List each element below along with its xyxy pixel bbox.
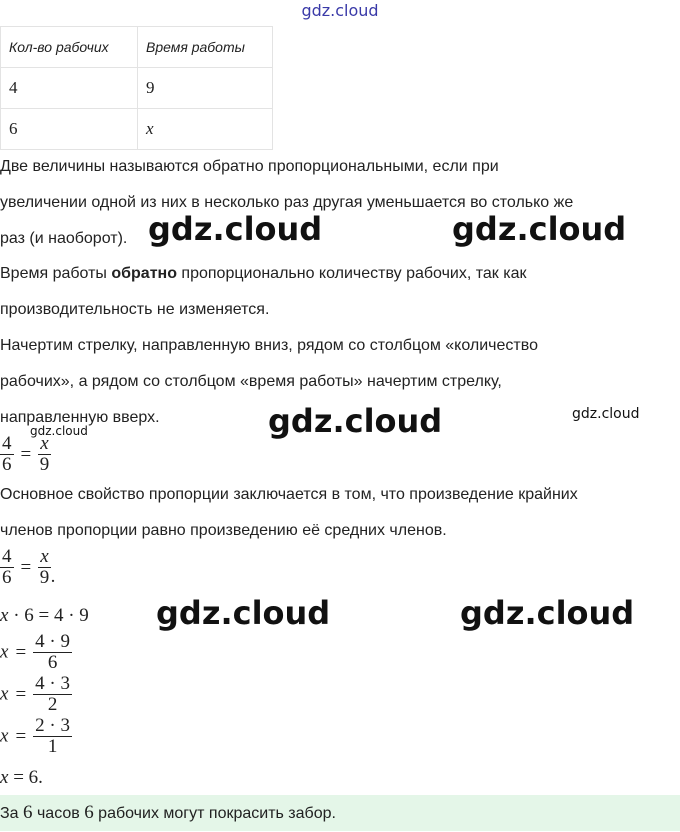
denominator: 9 [39, 454, 50, 475]
definition-line-2: увеличении одной из них в несколько раз другая уменьшается во столько же [0, 194, 574, 211]
numerator: 4 · 3 [35, 673, 70, 694]
time-line-2: производительность не изменяется. [0, 301, 270, 318]
watermark: gdz.cloud [268, 402, 443, 440]
arrow-line-3: направленную вверх. [0, 409, 160, 426]
answer-banner [0, 795, 680, 831]
answer-text: рабочих могут покрасить забор. [93, 805, 336, 822]
watermark-top: gdz.cloud [301, 1, 379, 20]
watermark: gdz.cloud [460, 594, 635, 632]
numerator: 2 · 3 [35, 715, 70, 736]
time-text: пропорционально количеству рабочих, так как [176, 265, 527, 282]
fraction [33, 716, 72, 757]
arrow-line-2: рабочих», а рядом со столбцом «время работы» начертим стрелку, [0, 373, 502, 390]
numerator: x [40, 433, 49, 454]
numerator: 4 · 9 [35, 631, 70, 652]
equation-5: x = 6. [0, 767, 43, 788]
property-line-1: Основное свойство пропорции заключается в том, что произведение крайних [0, 486, 578, 503]
table-row [1, 109, 273, 150]
property-line-2: членов пропорции равно произведению её средних членов. [0, 522, 447, 539]
table-cell: x [138, 109, 273, 150]
numerator: 4 [2, 433, 12, 454]
definition-line-1: Две величины называются обратно пропорциональными, если при [0, 158, 499, 175]
watermark: gdz.cloud [30, 424, 88, 438]
table-header: Кол-во рабочих [1, 27, 138, 68]
definition-line-3: раз (и наоборот). [0, 230, 128, 247]
table-row [1, 68, 273, 109]
watermark: gdz.cloud [452, 210, 627, 248]
fraction [33, 674, 72, 715]
denominator: 6 [2, 567, 12, 588]
workers-time-table [0, 26, 273, 150]
denominator: 6 [2, 454, 12, 475]
numerator: x [40, 546, 49, 567]
watermark: gdz.cloud [148, 210, 323, 248]
equation-4: x = $\frac{2 \cdot 3}{1}$ [0, 715, 70, 757]
equation-3: x = $\frac{4 \cdot 3}{2}$ [0, 673, 70, 715]
time-bold: обратно [111, 265, 177, 282]
denominator: 2 [47, 694, 58, 715]
time-text: Время работы [0, 265, 112, 282]
arrow-line-1: Начертим стрелку, направленную вниз, рядом со столбцом «количество [0, 337, 538, 354]
watermark: gdz.cloud [572, 406, 640, 422]
denominator: 6 [47, 652, 58, 673]
table-cell: 6 [1, 109, 138, 150]
expression: · 6 = 4 · 9 [8, 605, 89, 626]
answer-text: часов [32, 805, 85, 822]
answer-workers: 6 [84, 802, 94, 823]
table-header: Время работы [138, 27, 273, 68]
table-cell: 9 [138, 68, 273, 109]
denominator: 9 [39, 567, 50, 588]
proportion-2: $\frac{4}{6}$ = $\frac{x}{9}$ . [2, 546, 56, 588]
numerator: 4 [2, 546, 12, 567]
fraction [38, 547, 50, 588]
proportion-1: $\frac{4}{6}$ = $\frac{x}{9}$ [2, 433, 50, 475]
period: . [50, 565, 56, 587]
watermark: gdz.cloud [156, 594, 331, 632]
fraction [38, 434, 50, 475]
variable: x [0, 605, 9, 626]
table-cell: 4 [1, 68, 138, 109]
time-line-1 [0, 256, 678, 291]
fraction [0, 547, 14, 588]
fraction [0, 434, 14, 475]
denominator: 1 [47, 736, 58, 757]
answer-hours: 6 [23, 802, 33, 823]
equation-1 [0, 605, 89, 627]
table-header-row [1, 27, 273, 68]
result: = 6. [8, 767, 43, 788]
fraction [33, 632, 72, 673]
answer-text: За [0, 805, 24, 822]
equation-2: x = $\frac{4 \cdot 9}{6}$ [0, 631, 70, 673]
